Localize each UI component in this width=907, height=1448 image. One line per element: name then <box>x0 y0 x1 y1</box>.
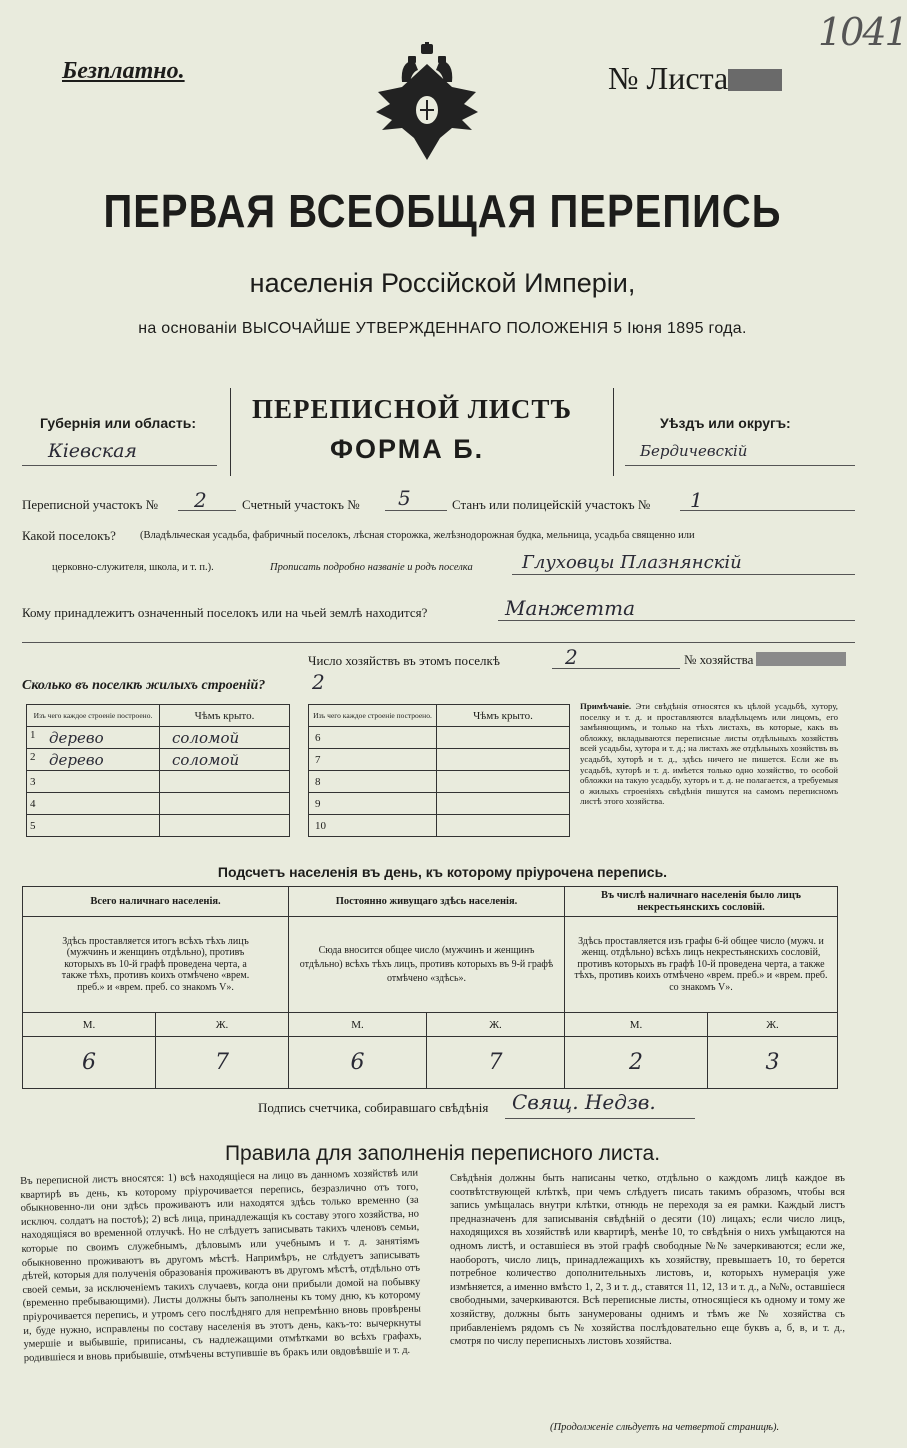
table-row: 7 <box>309 749 570 771</box>
district-label: Уѣздъ или округъ: <box>660 415 791 431</box>
non-peasant-female-value: 3 <box>708 1037 838 1089</box>
sheet-title: ПЕРЕПИСНОЙ ЛИСТЪ <box>252 394 573 424</box>
non-peasant-desc: Здѣсь проставляется изъ графы 6-й общее число (мужч. и женщ. отдѣльно) всѣхъ лицъ некрестьянскихъ сословій, противъ которыхъ въ графѣ 10-й проведена черта, а также тѣхъ, противъ коихъ отмѣчено «врем. преб.» и «врем. преб. со знакомъ V». <box>565 917 838 1013</box>
rules-left-column: Въ переписной листъ вносятся: 1) всѣ находящіеся на лицо въ данномъ хозяйствѣ или квартирѣ въ день, къ которому пріурочивается перепись, безразлично отъ того, обыкновенно-ли они здѣсь проживаютъ или находятся здѣсь только временно (за исключ. солдатъ на постоѣ); 2) всѣ лица, принадлежащія къ составу этого хозяйства, но находящіяся во временной отлучкѣ. Но не слѣдуетъ записывать такихъ членовъ семьи, которые по своимъ служебнымъ, дѣловымъ или учебнымъ и т. д. занятіямъ обыкновенно проживаютъ въ другомъ мѣстѣ. Напримѣръ, не слѣдуетъ записывать дѣтей, которыя для полученія образованія проживаютъ въ другомъ мѣстѣ, отдѣльно отъ своей семьи, за исключеніемъ такихъ случаевъ, когда они прибыли домой на побывку (временно пребывающими). Листы должны быть заполнены къ тому дню, къ которому пріурочивается перепись, и утромъ сего послѣдняго для непремѣнно вновь провѣрены и, буде нужно, исправлены по составу населенія въ этотъ день, какъ-то: вычеркнуты умершіе и выбывшіе, приписаны, съ надлежащими отмѣтками во всѣхъ графахъ, родившіеся и вновь прибывшіе, отмѣчены вступившіе въ бракъ или овдовѣвшіе и т. д. <box>20 1167 422 1364</box>
note-label: Примѣчаніе. <box>580 701 632 711</box>
table-row: 8 <box>309 771 570 793</box>
permanent-population-header: Постоянно живущаго здѣсь населенія. <box>289 887 565 917</box>
table-row: 2 дерево соломой <box>27 749 290 771</box>
female-header: Ж. <box>427 1013 565 1037</box>
rules-continued: (Продолженіе слѣдуетъ на четвертой страницѣ). <box>550 1422 780 1433</box>
province-value: Кіевская <box>48 440 137 462</box>
sheet-number-label: № Листа <box>608 60 729 96</box>
census-district-value: 2 <box>194 488 207 512</box>
double-headed-eagle-emblem <box>372 42 482 167</box>
signature-label: Подпись счетчика, собиравшаго свѣдѣнія <box>258 1100 489 1115</box>
population-table <box>22 886 838 1089</box>
col-material-header: Изъ чего каждое строеніе построено. <box>309 705 437 727</box>
households-value: 2 <box>565 645 578 669</box>
divider <box>230 388 231 476</box>
table-row: 9 <box>309 793 570 815</box>
owner-label: Кому принадлежитъ означенный поселокъ или на чьей землѣ находится? <box>22 605 428 620</box>
table-row: 10 <box>309 815 570 837</box>
signature-value: Свящ. Недзв. <box>512 1090 656 1114</box>
col-material-header: Изъ чего каждое строеніе построено. <box>27 705 160 727</box>
note-text: Эти свѣдѣнія относятся къ цѣлой усадьбѣ, хутору, поселку и т. д. и проставляются владѣльцемъ или лицомъ, его замѣняющимъ, и только на тѣхъ листахъ, въ которые, какъ въ обложку, вкладываются переписные листы отдѣльныхъ хозяйствъ всей усадьбы, хутора и т. д.; на листахъ же отдѣльныхъ хозяйствъ въ усадьбѣ, хуторѣ и т. д., здѣсь ничего не пишется. Если же въ усадьбѣ, хуторѣ и т. д. имѣется только одно хозяйство, то особой обложки на такую усадьбу, хуторъ и т. д. не полагается, а требуемыя о жилыхъ строеніяхъ свѣдѣнія пишутся на самомъ переписномъ листѣ этого хозяйства. <box>580 701 838 807</box>
buildings-label: Сколько въ поселкѣ жилыхъ строеній? <box>22 678 266 693</box>
counting-district-label: Счетный участокъ № <box>242 497 360 512</box>
male-header: М. <box>23 1013 156 1037</box>
household-number-label: № хозяйства <box>684 652 754 667</box>
camp-label: Станъ или полицейскій участокъ № <box>452 497 651 512</box>
census-district-label: Переписной участокъ № <box>22 497 159 512</box>
total-population-desc: Здѣсь проставляется итогъ всѣхъ тѣхъ лицъ (мужчинъ и женщинъ отдѣльно), противъ которыхъ въ 10-й графѣ проведена черта, а также тѣхъ, противъ коихъ отмѣчено «врем. преб.» и «врем. преб. со знакомъ V». <box>23 917 289 1013</box>
col-roof-header: Чѣмъ крыто. <box>160 705 290 727</box>
buildings-table-left <box>26 704 290 837</box>
male-header: М. <box>289 1013 427 1037</box>
table-row: 3 <box>27 771 290 793</box>
legal-basis: на основаніи ВЫСОЧАЙШЕ УТВЕРЖДЕННАГО ПОЛОЖЕНІЯ 5 Іюня 1895 года. <box>138 320 747 337</box>
non-peasant-header: Въ числѣ наличнаго населенія было лицъ некрестьянскихъ сословій. <box>565 887 838 917</box>
province-label: Губернія или область: <box>40 415 197 431</box>
rules-right-column: Свѣдѣнія должны быть написаны четко, отдѣльно о каждомъ лицѣ каждое въ соотвѣтствующей клѣткѣ, при чемъ слѣдуетъ писать такимъ образомъ, чтобы вся запись умѣщалась внутри клѣтки, отнюдь не переходя за ея рамки. Каждый листъ предназначенъ для записыванія свѣдѣній о десяти (10) лицахъ; если число лицъ, находящихся въ хозяйствѣ или квартирѣ, менѣе 10, то свѣдѣнія о нихъ умѣщаются на одномъ листѣ, и оставшіеся въ этой графѣ свободные №№ зачеркиваются; если же, наоборотъ, число лицъ, принадлежащихъ къ хозяйству, превышаетъ 10, то берется потребное количество дополнительныхъ листовъ, и, которыхъ нумерація уже измѣняется, а именно вмѣсто 1, 2, 3 и т. д., ставятся 11, 12, 13 и т. д., а №№, оставшіеся свободными, зачеркиваются. Всѣ переписные листы, относящіеся къ одному и тому же хозяйству, должны быть занумерованы однимъ и тѣмъ же № хозяйства съ прибавленіемъ рядомъ съ № хозяйства послѣдовательно еще буквъ а, б, в, и т. д., смотря по числу переписныхъ листовъ хозяйства. <box>450 1173 845 1348</box>
households-label: Число хозяйствъ въ этомъ поселкѣ <box>308 653 500 668</box>
page-title: ПЕРВАЯ ВСЕОБЩАЯ ПЕРЕПИСЬ <box>103 186 782 238</box>
male-header: М. <box>565 1013 708 1037</box>
divider <box>613 388 614 476</box>
district-value: Бердичевскій <box>640 442 748 460</box>
table-row: 5 <box>27 815 290 837</box>
table-row: 1 дерево соломой <box>27 727 290 749</box>
non-peasant-male-value: 2 <box>565 1037 708 1089</box>
female-header: Ж. <box>708 1013 838 1037</box>
buildings-table-right <box>308 704 570 837</box>
permanent-female-value: 7 <box>427 1037 565 1089</box>
settlement-hint-2: церковно-служителя, школа, и т. п.). <box>52 562 214 573</box>
free-label: Безплатно. <box>62 58 185 84</box>
buildings-value: 2 <box>312 670 325 694</box>
permanent-population-desc: Сюда вносится общее число (мужчинъ и женщинъ отдѣльно) всѣхъ тѣхъ лицъ, противъ которыхъ въ 9-й графѣ отмѣчено «здѣсь». <box>289 917 565 1013</box>
table-row: 6 <box>309 727 570 749</box>
form-name: ФОРМА Б. <box>330 434 485 464</box>
counting-district-value: 5 <box>398 486 411 510</box>
total-female-value: 7 <box>156 1037 289 1089</box>
owner-value: Манжетта <box>505 596 635 620</box>
col-roof-header: Чѣмъ крыто. <box>437 705 570 727</box>
total-population-header: Всего наличнаго населенія. <box>23 887 289 917</box>
redaction-mark <box>756 652 846 666</box>
corner-number: 1041 <box>818 10 907 54</box>
settlement-hint: (Владѣльческая усадьба, фабричный поселокъ, лѣсная сторожка, желѣзнодорожная будка, мельница, усадьба священно или <box>140 530 695 541</box>
rules-title: Правила для заполненія переписного листа. <box>224 1142 661 1165</box>
population-heading: Подсчетъ населенія въ день, къ которому пріурочена перепись. <box>217 864 668 880</box>
household-number <box>684 652 846 668</box>
settlement-hint-3: Прописать подробно названіе и родъ поселка <box>270 562 473 573</box>
female-header: Ж. <box>156 1013 289 1037</box>
page-subtitle: населенія Россійской Имперіи, <box>249 268 636 298</box>
settlement-value: Глуховцы Плазнянскій <box>522 552 742 573</box>
total-male-value: 6 <box>23 1037 156 1089</box>
settlement-label: Какой поселокъ? <box>22 528 116 543</box>
sheet-number <box>608 60 782 97</box>
note-block <box>580 701 838 807</box>
table-row: 4 <box>27 793 290 815</box>
camp-value: 1 <box>690 488 703 512</box>
permanent-male-value: 6 <box>289 1037 427 1089</box>
redaction-mark <box>728 69 782 91</box>
